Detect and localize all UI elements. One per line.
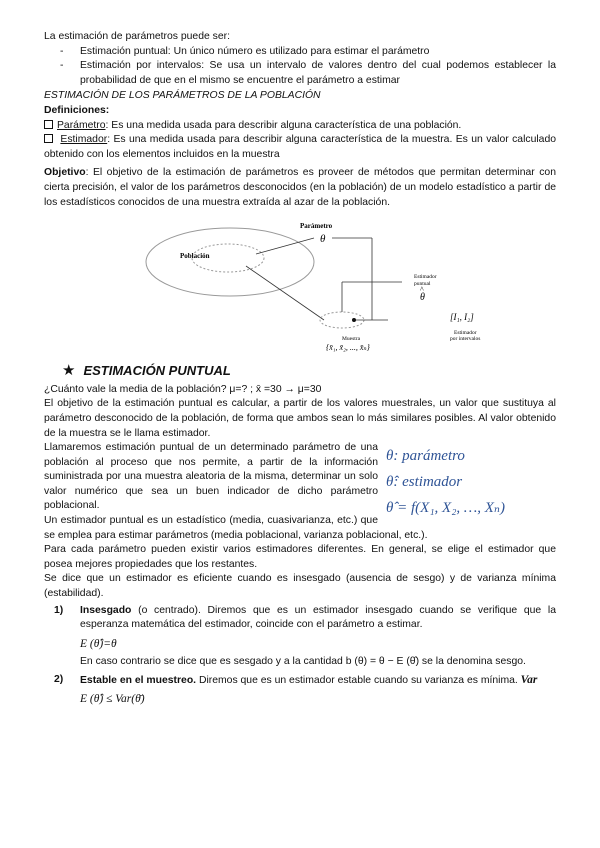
list-item-text: Estimación por intervalos: Se usa un intervalo de valores dentro del cual podemos establecer la probabilidad de que en el mismo se encuentre el parámetro a estimar xyxy=(80,60,556,86)
population-sample-diagram xyxy=(144,216,481,356)
estable-text: Diremos que es un estimador estable cuando su varianza es mínima. xyxy=(196,675,518,686)
formula-estimator-function: θ̂ = f(X₁, X₂, …, Xₙ) xyxy=(386,500,505,517)
estimador-symbol: θ xyxy=(420,292,425,304)
sesgo-definition: En caso contrario se dice que es sesgado y a la cantidad b (θ) = θ − E (θ̂) se la denomina sesgo. xyxy=(80,656,526,668)
checkbox-bullet-icon xyxy=(44,134,53,143)
puntual-heading-text: ESTIMACIÓN PUNTUAL xyxy=(83,363,231,379)
sample-point xyxy=(352,318,356,322)
estimador-term: Estimador xyxy=(60,134,108,146)
list-dash: - xyxy=(60,60,64,72)
definitions-colon: : xyxy=(105,104,110,116)
item-number: 1) xyxy=(54,604,64,616)
muestra-set: {x̄₁, x̄₂, ..., x̄ₙ} xyxy=(326,343,370,353)
puntual-paragraph-1: El objetivo de la estimación puntual es calcular, a partir de los valores muestrales, un valor que sustituya al parámetro desconocido de la población, de forma que ambos sean lo más similares posibles. Al valor obtenido de la muestra se le llama estimador. xyxy=(44,398,556,439)
formula-estimador: θ̂: estimador xyxy=(386,474,463,491)
property-item-insesgado xyxy=(44,604,556,670)
var-label: Var xyxy=(520,674,538,686)
estimador-puntual-line2: puntual xyxy=(414,281,431,288)
estimador-puntual-line1: Estimador xyxy=(414,274,437,281)
star-icon: ★ xyxy=(62,362,76,380)
property-item-estable xyxy=(44,673,556,706)
intervalo-label-line2: por intervalos xyxy=(450,336,481,343)
puntual-paragraph-3: Un estimador puntual es un estadístico (media, cuasivarianza, etc.) que se emplea para estimar parámetros (media poblacional, varianza poblacional, etc.). xyxy=(44,515,428,541)
list-item xyxy=(44,59,556,88)
objective-text: : El objetivo de la estimación de parámetros es proveer de métodos que permitan determinar con cierta precisión, el valor de los parámetros desconocidos (en la población) de un modelo estadístico a partir de los estadísticos conocidos de una muestra extraída al azar de la población. xyxy=(44,167,556,208)
checkbox-bullet-icon xyxy=(44,120,53,129)
item-body xyxy=(80,604,556,670)
parametro-definition: : Es una medida usada para describir alguna característica de una población. xyxy=(105,119,462,131)
document-page xyxy=(44,30,556,706)
definition-estimador xyxy=(44,133,556,162)
interval-symbol: [I₁, I₂] xyxy=(450,312,474,323)
puntual-paragraph-2: Llamaremos estimación puntual de un determinado parámetro de una población al proceso que nos permite, a partir de la información suministrada por una muestra aleatoria de la misma, determinar un solo valor numérico que sea un buen indicador de dicho parámetro poblacional. xyxy=(44,442,378,512)
definitions-heading xyxy=(44,104,556,119)
poblacion-label: Población xyxy=(180,252,210,261)
list-item xyxy=(44,45,556,60)
section-title: ESTIMACIÓN DE LOS PARÁMETROS DE LA POBLACIÓN xyxy=(44,90,321,102)
estable-label: Estable en el muestreo. xyxy=(80,675,197,686)
parametro-symbol: θ xyxy=(320,233,326,246)
intro-line: La estimación de parámetros puede ser: xyxy=(44,31,230,42)
list-item-text: Estimación puntual: Un único número es utilizado para estimar el parámetro xyxy=(80,45,430,57)
intervalo-label-line1: Estimador xyxy=(454,330,477,337)
estable-equation: E (θ̂) ≤ Var(θ̄) xyxy=(80,692,145,705)
parametro-term: Parámetro xyxy=(57,119,106,131)
definition-parametro xyxy=(44,119,556,134)
definitions-heading-text: Definiciones xyxy=(44,104,106,116)
population-ellipse xyxy=(146,228,314,296)
mean-question: ¿Cuánto vale la media de la población? μ=? ; x̄ =30 → μ=30 xyxy=(44,383,322,395)
puntual-paragraph-5: Se dice que un estimador es eficiente cuando es insesgado (ausencia de sesgo) y de varianza mínima (estabilidad). xyxy=(44,573,556,600)
list-dash: - xyxy=(60,45,64,57)
objective-label: Objetivo xyxy=(44,167,86,179)
insesgado-text: (o centrado). Diremos que es un estimador insesgado cuando se verifique que la esperanza matemática del estimador, coincide con el parámetro a estimar. xyxy=(80,604,556,631)
estimation-types-list xyxy=(44,45,556,89)
estimator-formulas xyxy=(386,443,556,521)
estimador-definition: : Es una medida usada para describir alguna característica de la muestra. Es un valor calculado obtenido con los elementos incluidos en la muestra xyxy=(44,134,557,160)
formula-parametro: θ: parámetro xyxy=(386,448,465,465)
sample-arrow xyxy=(246,266,324,320)
parametro-pointer-line xyxy=(256,238,314,254)
item-body xyxy=(80,673,556,706)
objective-paragraph xyxy=(44,166,556,210)
insesgado-equation: E (θ̂)=θ xyxy=(80,637,117,650)
estimador-hat-icon: ^ xyxy=(420,285,424,295)
insesgado-label: Insesgado xyxy=(80,604,132,616)
puntual-paragraph-4: Para cada parámetro pueden existir varios estimadores diferentes. En general, se elige el estimador que posea mejores propiedades que los restantes. xyxy=(44,544,556,570)
item-number: 2) xyxy=(54,674,64,685)
estimation-diagram xyxy=(44,216,556,358)
puntual-heading xyxy=(44,364,556,379)
parametro-label: Parámetro xyxy=(300,222,333,231)
muestra-label: Muestra xyxy=(342,336,361,343)
